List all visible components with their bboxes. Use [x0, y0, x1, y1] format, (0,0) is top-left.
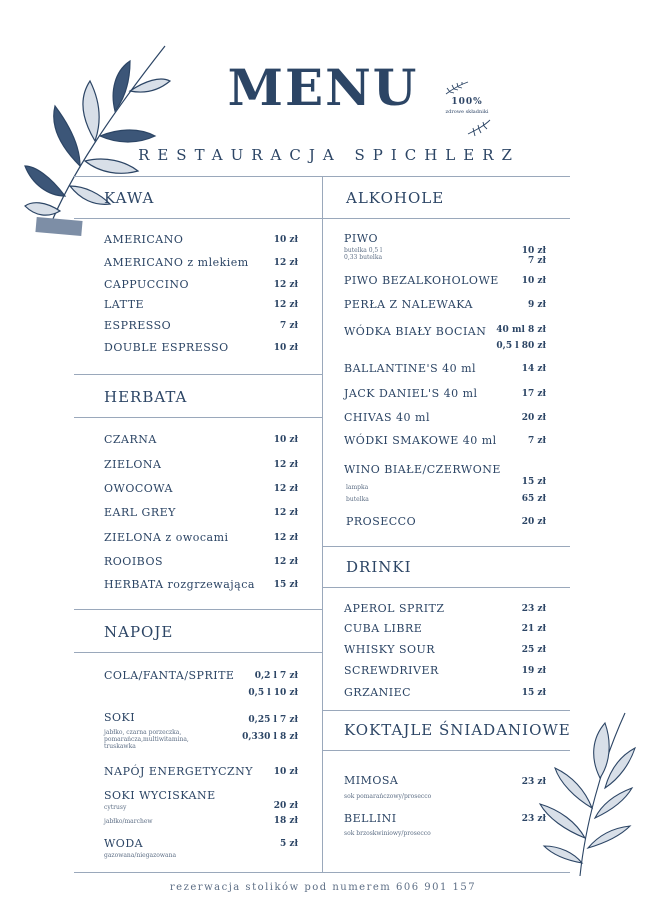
section-title-alkohole: ALKOHOLE [346, 189, 445, 207]
menu-item-option: cytrusy [104, 804, 127, 811]
menu-item-name: AMERICANO z mlekiem [104, 256, 249, 269]
divider [322, 218, 570, 219]
menu-item-price: 0,2 l 7 zł [254, 671, 298, 681]
menu-item-price: 25 zł [521, 645, 546, 655]
menu-item-price: 15 zł [273, 580, 298, 590]
divider [322, 750, 570, 751]
menu-item-name: PROSECCO [346, 515, 417, 528]
menu-item-price: 12 zł [273, 508, 298, 518]
section-title-drinki: DRINKI [346, 558, 412, 576]
section-title-koktajle: KOKTAJLE ŚNIADANIOWE [344, 721, 571, 739]
menu-item-name: BELLINI [344, 812, 397, 825]
menu-item-name: CZARNA [104, 433, 157, 446]
divider [74, 652, 322, 653]
menu-item-price: 10 zł [521, 246, 546, 256]
divider [322, 587, 570, 588]
menu-item-price: 10 zł [273, 343, 298, 353]
menu-item-option: 0,33 butelka [344, 254, 383, 261]
menu-item-name: ZIELONA [104, 458, 162, 471]
menu-item-price: 12 zł [273, 300, 298, 310]
menu-item-price: 65 zł [521, 494, 546, 504]
menu-item-price: 12 zł [273, 460, 298, 470]
menu-item-price: 10 zł [273, 767, 298, 777]
menu-item-price: 10 zł [273, 435, 298, 445]
menu-item-name: MIMOSA [344, 774, 399, 787]
menu-item-name: EARL GREY [104, 506, 176, 519]
menu-item-price: 19 zł [521, 666, 546, 676]
menu-item-name: GRZANIEC [344, 686, 412, 699]
menu-item-price: 18 zł [273, 816, 298, 826]
column-divider [322, 176, 323, 872]
menu-item-price: 20 zł [273, 801, 298, 811]
menu-item-name: COLA/FANTA/SPRITE [104, 669, 235, 682]
divider [74, 872, 570, 873]
divider [322, 710, 570, 711]
menu-item-price: 20 zł [521, 517, 546, 527]
menu-item-name: PIWO [344, 232, 379, 245]
menu-item-price: 0,5 l 80 zł [496, 341, 546, 351]
menu-item-price: 12 zł [273, 484, 298, 494]
menu-item-price: 7 zł [528, 436, 546, 446]
restaurant-name: RESTAURACJA SPICHLERZ [138, 146, 520, 164]
menu-item-price: 20 zł [521, 413, 546, 423]
menu-item-price: 5 zł [280, 839, 298, 849]
menu-item-name: WODA [104, 837, 144, 850]
menu-item-option: butelka 0,5 l [344, 247, 383, 254]
menu-item-price: 0,25 l 7 zł [248, 715, 298, 725]
menu-item-price: 40 ml 8 zł [496, 325, 546, 335]
menu-item-option: lampka [346, 484, 369, 491]
menu-item-price: 7 zł [280, 321, 298, 331]
menu-item-name: CHIVAS 40 ml [344, 411, 430, 424]
badge-percent: 100% [451, 97, 483, 107]
menu-item-name: SOKI WYCISKANE [104, 789, 216, 802]
menu-item-price: 15 zł [521, 477, 546, 487]
menu-item-option: butelka [346, 496, 369, 503]
menu-item-name: NAPÓJ ENERGETYCZNY [104, 765, 254, 778]
menu-item-description: sok pomarańczowy/prosecco [344, 793, 432, 800]
menu-item-name: BALLANTINE'S 40 ml [344, 362, 477, 375]
menu-item-name: CUBA LIBRE [344, 622, 423, 635]
menu-item-name: HERBATA rozgrzewająca [104, 578, 255, 591]
reservation-footer: rezerwacja stolików pod numerem 606 901 157 [169, 882, 477, 893]
menu-item-description: sok brzoskwiniowy/prosecco [344, 830, 431, 837]
menu-item-price: 15 zł [521, 688, 546, 698]
menu-item-price: 12 zł [273, 557, 298, 567]
menu-item-name: SCREWDRIVER [344, 664, 439, 677]
menu-item-name: DOUBLE ESPRESSO [104, 341, 229, 354]
menu-item-description: gazowana/niegazowana [104, 852, 177, 859]
menu-item-price: 12 zł [273, 258, 298, 268]
menu-item-price: 10 zł [273, 235, 298, 245]
divider [74, 609, 322, 610]
menu-item-price: 14 zł [521, 364, 546, 374]
menu-item-name: PIWO BEZALKOHOLOWE [344, 274, 499, 287]
menu-item-price: 0,330 l 8 zł [242, 732, 298, 742]
menu-item-price: 21 zł [521, 624, 546, 634]
menu-item-name: CAPPUCCINO [104, 278, 190, 291]
menu-item-price: 0,5 l 10 zł [248, 688, 298, 698]
divider [74, 374, 322, 375]
menu-item-price: 9 zł [528, 300, 546, 310]
menu-item-name: PERŁA Z NALEWAKA [344, 298, 473, 311]
divider [74, 218, 322, 219]
menu-item-price: 12 zł [273, 280, 298, 290]
divider [322, 546, 570, 547]
menu-item-name: ROOIBOS [104, 555, 164, 568]
menu-item-price: 10 zł [521, 276, 546, 286]
menu-item-price: 23 zł [521, 777, 546, 787]
menu-item-name: SOKI [104, 711, 136, 724]
menu-item-name: WÓDKI SMAKOWE 40 ml [344, 434, 497, 447]
badge-label: zdrowe składniki [445, 109, 489, 115]
menu-item-name: ZIELONA z owocami [104, 531, 229, 544]
menu-item-price: 17 zł [521, 389, 546, 399]
menu-item-option: jabłko/marchew [104, 818, 153, 825]
menu-item-name: ESPRESSO [104, 319, 172, 332]
quality-badge [432, 80, 502, 138]
section-title-napoje: NAPOJE [104, 623, 174, 641]
menu-item-name: WHISKY SOUR [344, 643, 436, 656]
menu-item-name: OWOCOWA [104, 482, 173, 495]
menu-item-price: 12 zł [273, 533, 298, 543]
menu-item-description: jabłko, czarna porzeczka, pomarańcza,multiwitamina, truskawka [104, 729, 189, 750]
menu-item-price: 23 zł [521, 814, 546, 824]
menu-item-price: 7 zł [528, 256, 546, 266]
menu-item-name: AMERICANO [104, 233, 184, 246]
menu-item-name: LATTE [104, 298, 145, 311]
menu-item-name: WINO BIAŁE/CZERWONE [344, 463, 501, 476]
menu-item-name: WÓDKA BIAŁY BOCIAN [344, 325, 487, 338]
divider [74, 417, 322, 418]
section-title-kawa: KAWA [104, 189, 155, 207]
menu-item-price: 23 zł [521, 604, 546, 614]
menu-item-name: JACK DANIEL'S 40 ml [344, 387, 478, 400]
section-title-herbata: HERBATA [104, 388, 188, 406]
menu-title: MENU [227, 58, 419, 117]
menu-item-name: APEROL SPRITZ [344, 602, 445, 615]
